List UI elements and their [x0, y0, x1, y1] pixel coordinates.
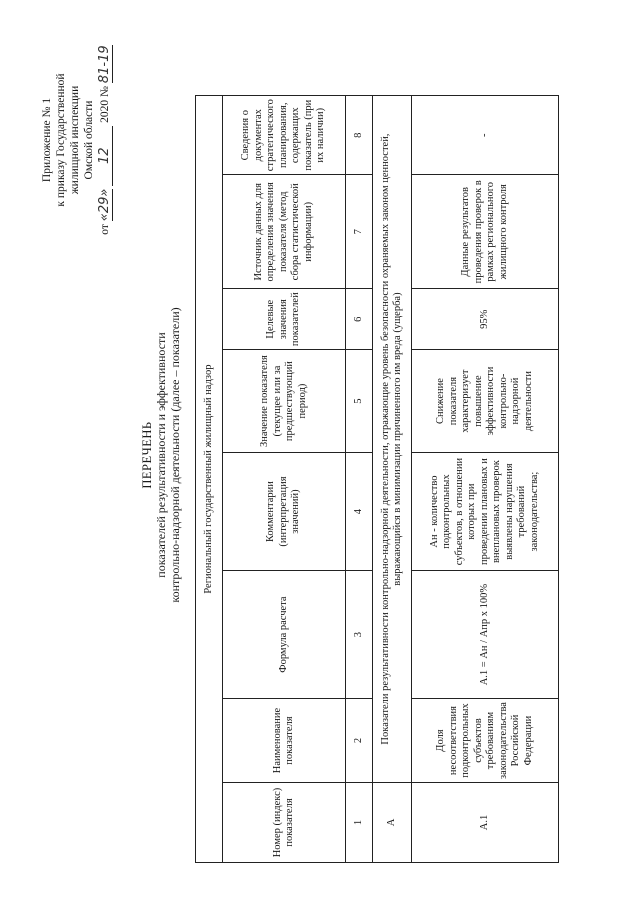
- row-name: Доля несоответствия подконтрольных субъектов требованиям законодательства Российской Федерации: [412, 699, 559, 783]
- appendix-note: [40, 30, 113, 250]
- document-title: [140, 155, 182, 755]
- title-main: ПЕРЕЧЕНЬ: [140, 421, 154, 489]
- column-number: 8: [346, 96, 373, 175]
- row-value: Снижение показателя характеризует повышение эффективности контрольно-надзорной деятельности: [412, 350, 559, 453]
- section-header: Региональный государственный жилищный надзор: [196, 96, 223, 863]
- column-number: 5: [346, 350, 373, 453]
- table-row: [412, 96, 559, 863]
- header-cell: Целевые значения показателей: [223, 289, 346, 350]
- title-line: контрольно-надзорной деятельности (далее – показатели): [168, 307, 182, 603]
- column-number: 3: [346, 571, 373, 699]
- header-cell: Источник данных для определения значения показателя (метод сбора статистической информации): [223, 175, 346, 289]
- header-cell: Номер (индекс) показателя: [223, 783, 346, 863]
- appendix-line: к приказу Государственной: [55, 73, 67, 207]
- row-index: А.1: [412, 783, 559, 863]
- column-number: 7: [346, 175, 373, 289]
- appendix-line: Омской области: [83, 100, 95, 180]
- column-number: 2: [346, 699, 373, 783]
- column-number: 1: [346, 783, 373, 863]
- header-cell: Сведения о документах стратегического планирования, содержащих показатель (при их наличии): [223, 96, 346, 175]
- indicators-table: [195, 95, 559, 863]
- row-formula: А.1 = Ан / Апр х 100%: [412, 571, 559, 699]
- row-source: Данные результатов проведения проверок в рамках регионального жилищного контроля: [412, 175, 559, 289]
- group-row: [373, 96, 412, 863]
- row-comment: Ан - количество подконтрольных субъектов, в отношении которых при проведении плановых и внеплановых проверок выявлены нарушения требований законодательства;: [412, 453, 559, 571]
- group-index: А: [373, 783, 412, 863]
- appendix-date: от «29» 12 2020 № 81-19: [97, 45, 112, 235]
- handwritten-day: «29»: [97, 188, 112, 222]
- appendix-line: Приложение № 1: [41, 97, 53, 183]
- handwritten-number: 81-19: [97, 45, 112, 84]
- column-number: 6: [346, 289, 373, 350]
- row-documents: -: [412, 96, 559, 175]
- title-line: показателей результативности и эффективности: [154, 332, 168, 578]
- header-cell: Наименование показателя: [223, 699, 346, 783]
- header-cell: Значение показателя (текущее или за предшествующий период): [223, 350, 346, 453]
- header-cell: Формула расчета: [223, 571, 346, 699]
- column-number: 4: [346, 453, 373, 571]
- header-cell: Комментарии (интерпретация значений): [223, 453, 346, 571]
- group-description: Показатели результативности контрольно-надзорной деятельности, отражающие уровень безопасности охраняемых законом ценностей, выражающийся в минимизации причиненного им вреда (ущерба): [373, 96, 412, 783]
- appendix-line: жилищной инспекции: [69, 85, 81, 195]
- row-target: 95%: [412, 289, 559, 350]
- handwritten-month: 12: [98, 126, 113, 186]
